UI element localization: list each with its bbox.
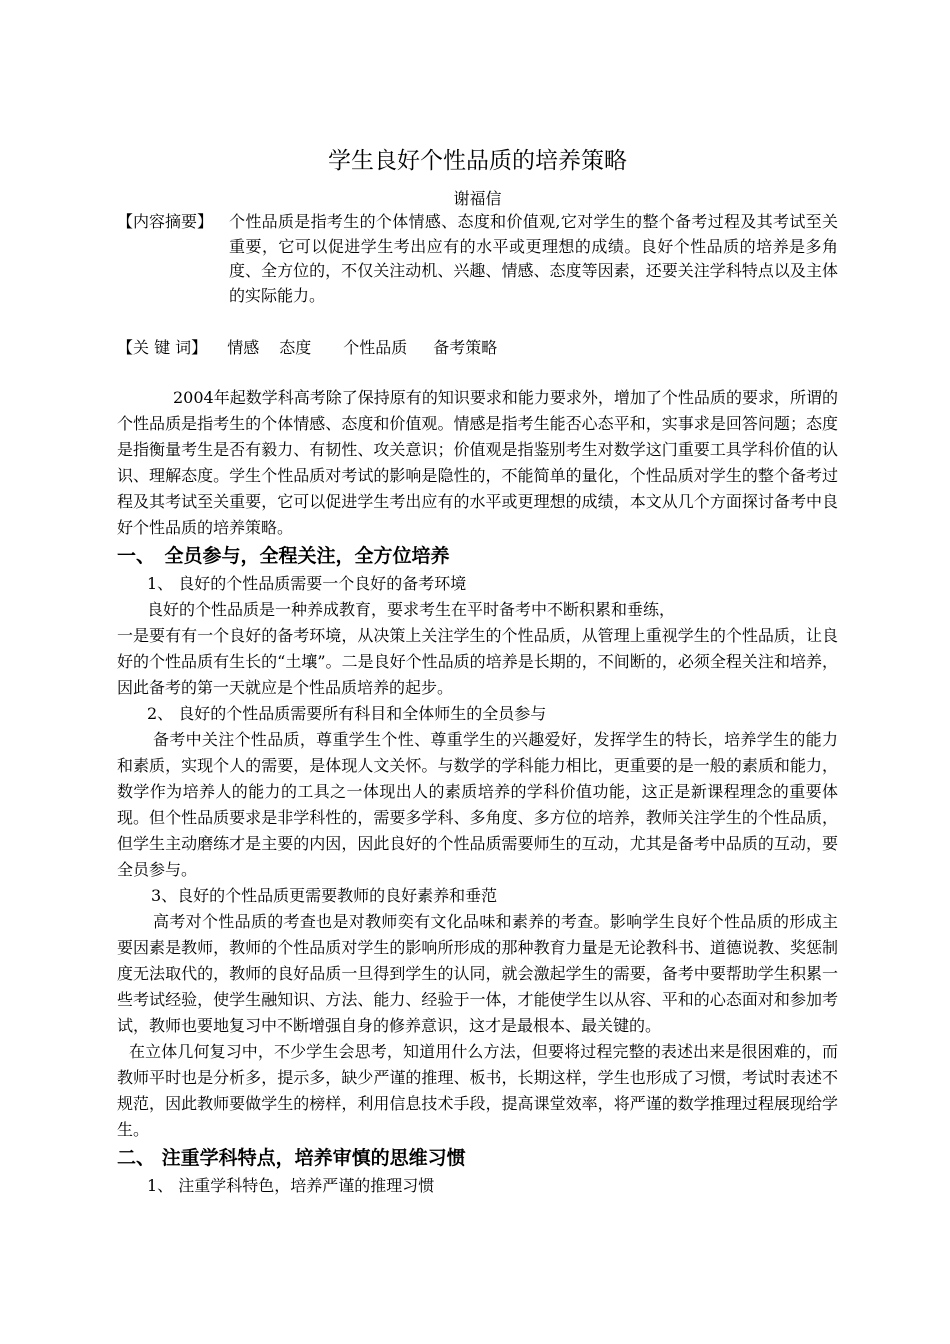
section-heading: 二、 注重学科特点，培养审慎的思维习惯 bbox=[117, 1147, 466, 1169]
intro-paragraph: 2004年起数学科高考除了保持原有的知识要求和能力要求外，增加了个性品质的要求，所谓的个性品质是指考生的个体情感、态度和价值观。情感是指考生能否心态平和，实事求是回答问题；态度是指衡量考生是否有毅力、有韧性、攻关意识；价值观是指鉴别考生对数学这门重要工具学科价值的认识、理解态度。学生个性品质对考试的影响是隐性的，不能简单的量化，个性品质对学生的整个备考过程及其考试至关重要，它可以促进学生考出应有的水平或更理想的成绩，本文从几个方面探讨备考中良好个性品质的培养策略。 bbox=[117, 388, 838, 537]
keyword-item: 态度 bbox=[279, 338, 312, 357]
subsection-heading: 2、 良好的个性品质需要所有科目和全体师生的全员参与 bbox=[147, 704, 547, 723]
abstract-block bbox=[117, 210, 838, 308]
abstract-text: 个性品质是指考生的个体情感、态度和价值观,它对学生的整个备考过程及其考试至关重要，它可以促进学生考出应有的水平或更理想的成绩。良好个性品质的培养是多角度、全方位的，不仅关注动机、兴趣、情感、态度等因素，还要关注学科特点以及主体的实际能力。 bbox=[229, 212, 838, 305]
abstract-label: 【内容摘要】 bbox=[117, 212, 214, 231]
keywords-block bbox=[117, 336, 838, 360]
article-body bbox=[117, 385, 838, 1199]
subsection-heading: 1、 良好的个性品质需要一个良好的备考环境 bbox=[147, 574, 467, 593]
document-page bbox=[117, 0, 838, 1344]
author-name: 谢福信 bbox=[453, 189, 502, 208]
subsection-heading: 3、良好的个性品质更需要教师的良好素养和垂范 bbox=[151, 886, 498, 905]
section-heading: 一、 全员参与，全程关注，全方位培养 bbox=[117, 545, 450, 567]
document-title: 学生良好个性品质的培养策略 bbox=[328, 148, 627, 174]
keyword-item: 备考策略 bbox=[433, 338, 498, 357]
body-paragraph: 备考中关注个性品质，尊重学生个性、尊重学生的兴趣爱好，发挥学生的特长，培养学生的能力和素质，实现个人的需要，是体现人文关怀。与数学的学科能力相比，更重要的是一般的素质和能力，数学作为培养人的能力的工具之一体现出人的素质培养的学科价值功能，这正是新课程理念的重要体现。但个性品质要求是非学科性的，需要多学科、多角度、多方位的培养，教师关注学生的个性品质，但学生主动磨练才是主要的内因，因此良好的个性品质需要师生的互动，尤其是备考中品质的互动，要全员参与。 bbox=[117, 730, 838, 879]
body-paragraph: 良好的个性品质是一种养成教育，要求考生在平时备考中不断积累和垂练， bbox=[147, 600, 676, 619]
keyword-item: 个性品质 bbox=[343, 338, 408, 357]
keyword-item: 情感 bbox=[227, 338, 260, 357]
body-paragraph: 高考对个性品质的考查也是对教师奕有文化品味和素养的考查。影响学生良好个性品质的形成主要因素是教师，教师的个性品质对学生的影响所形成的那种教育力量是无论教科书、道德说教、奖惩制度无法取代的，教师的良好品质一旦得到学生的认同，就会激起学生的需要，备考中要帮助学生积累一些考试经验，使学生融知识、方法、能力、经验于一体，才能使学生以从容、平和的心态面对和参加考试，教师也要地复习中不断增强自身的修养意识，这才是最根本、最关键的。 bbox=[117, 912, 838, 1035]
subsection-heading: 1、 注重学科特色，培养严谨的推理习惯 bbox=[147, 1176, 435, 1195]
keywords-label: 【关 键 词】 bbox=[117, 338, 208, 357]
body-paragraph: 一是要有有一个良好的备考环境，从决策上关注学生的个性品质，从管理上重视学生的个性品质，让良好的个性品质有生长的“土壤”。二是良好个性品质的培养是长期的，不间断的，必须全程关注和培养，因此备考的第一天就应是个性品质培养的起步。 bbox=[117, 626, 838, 697]
body-paragraph: 在立体几何复习中，不少学生会思考，知道用什么方法，但要将过程完整的表述出来是很困难的，而教师平时也是分析多，提示多，缺少严谨的推理、板书，长期这样，学生也形成了习惯，考试时表述不规范，因此教师要做学生的榜样，利用信息技术手段，提高课堂效率，将严谨的数学推理过程展现给学生。 bbox=[117, 1042, 838, 1139]
